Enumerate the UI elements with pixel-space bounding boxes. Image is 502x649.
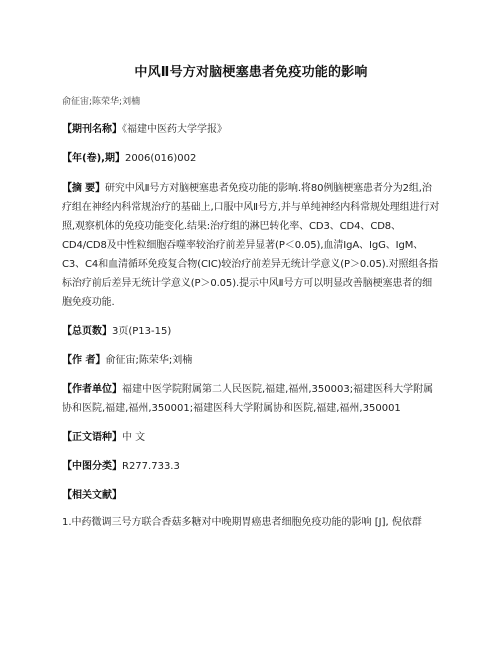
language-label: 【正文语种】 — [62, 432, 122, 443]
year-volume-value: 2006(016)002 — [124, 153, 197, 164]
page-count-value: 3页(P13-15) — [112, 326, 172, 337]
abstract-label: 【摘 要】 — [62, 183, 105, 194]
year-volume-field — [62, 149, 440, 168]
authors-label: 【作 者】 — [62, 355, 106, 366]
page-count-field — [62, 322, 440, 341]
authors-field — [62, 351, 440, 370]
affiliation-label: 【作者单位】 — [62, 384, 122, 395]
classification-field — [62, 457, 440, 476]
authors-value: 俞征宙;陈荣华;刘楠 — [105, 355, 193, 366]
abstract-field — [62, 179, 440, 312]
classification-value: R277.733.3 — [122, 461, 180, 472]
journal-value: 《福建中医药大学学报》 — [122, 124, 227, 135]
related-field — [62, 486, 440, 505]
page-count-label: 【总页数】 — [62, 326, 112, 337]
language-field — [62, 428, 440, 447]
affiliation-field — [62, 380, 440, 418]
journal-field — [62, 120, 440, 139]
journal-label: 【期刊名称】 — [62, 124, 122, 135]
year-volume-label: 【年(卷),期】 — [62, 153, 125, 164]
authors-line: 俞征宙;陈荣华;刘楠 — [62, 97, 141, 107]
related-label: 【相关文献】 — [62, 490, 122, 501]
page-title: 中风Ⅱ号方对脑梗塞患者免疫功能的影响 — [134, 65, 368, 80]
related-item[interactable]: 1.中药微调三号方联合香菇多糖对中晚期胃癌患者细胞免疫功能的影响 [J], 倪依群 — [62, 517, 422, 528]
language-value: 中 文 — [122, 432, 146, 443]
abstract-text: 研究中风Ⅱ号方对脑梗塞患者免疫功能的影响.将80例脑梗塞患者分为2组,治疗组在神经内科常规治疗的基础上,口服中风Ⅱ号方,并与单纯神经内科常规处理组进行对照,观察机体的免疫功能变化.结果:治疗组的淋巴转化率、CD3、CD4、CD8、CD4/CD8及中性粒细胞吞噬率较治疗前差异显著(P＜0.05),血清IgA、IgG、IgM、C3、C4和血清循环免疫复合物(CIC)较治疗前差异无统计学意义(P＞0.05).对照组各指标治疗前后差异无统计学意义(P＞0.05).提示中风Ⅱ号方可以明显改善脑梗塞患者的细胞免疫功能. — [62, 183, 440, 308]
classification-label: 【中图分类】 — [62, 461, 122, 472]
affiliation-value: 福建中医学院附属第二人民医院,福建,福州,350003;福建医科大学附属协和医院,福建,福州,350001;福建医科大学附属协和医院,福建,福州,350001 — [62, 384, 434, 414]
